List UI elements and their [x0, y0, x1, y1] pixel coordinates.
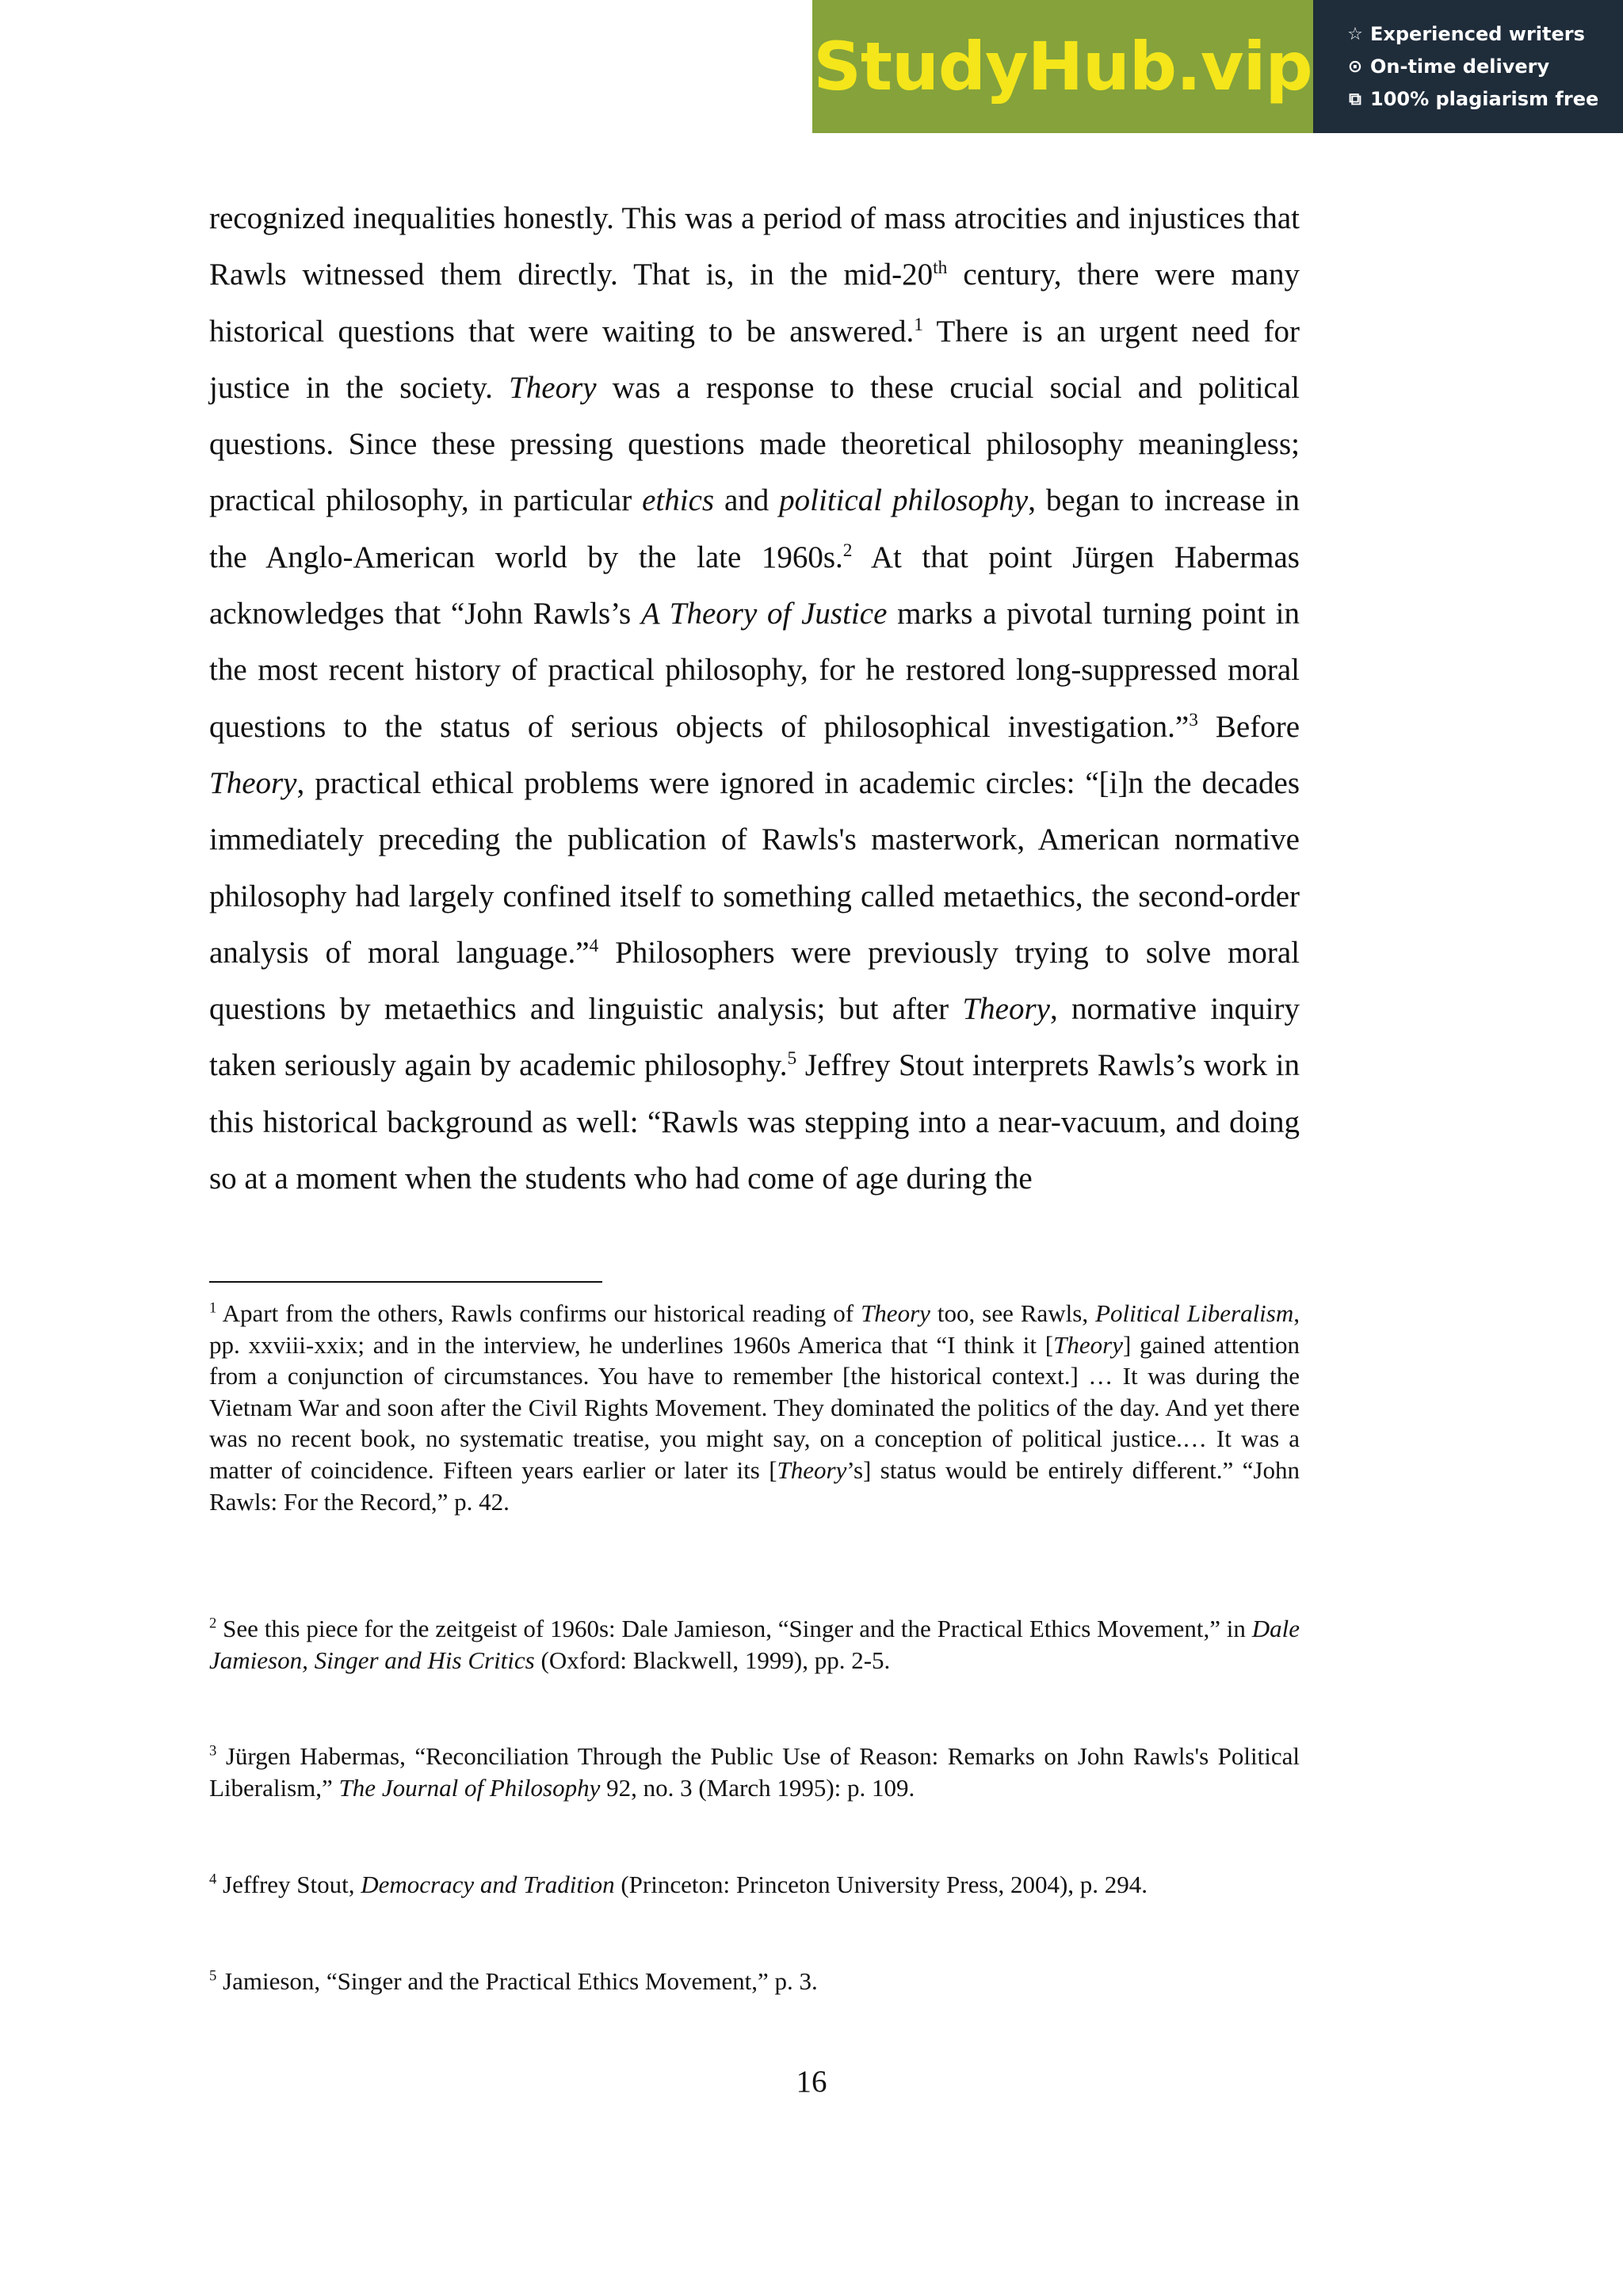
- footnote-ref-4[interactable]: 4: [589, 935, 599, 956]
- perk-label: 100% plagiarism free: [1370, 88, 1599, 110]
- perk-on-time-delivery: [1345, 51, 1623, 83]
- perks-list: [1313, 0, 1623, 133]
- footnote-ref-2[interactable]: 2: [842, 540, 853, 561]
- footnote-ref-1[interactable]: 1: [914, 314, 923, 335]
- footnote-2: $^2$ See this piece for the zeitgeist of 1960s: Dale Jamieson, “Singer and the Practical Ethics Movement,” in Dale Jamieson, Singer and His Critics (Oxford: Blackwell, 1999), pp. 2-5.: [209, 1615, 1300, 1674]
- perk-experienced-writers: [1345, 18, 1623, 51]
- copy-icon: ⧉: [1349, 89, 1361, 109]
- perk-label: On-time delivery: [1370, 55, 1550, 78]
- footnote-4: $^4$ Jeffrey Stout, Democracy and Tradition (Princeton: Princeton University Press, 2004), p. 294.: [209, 1871, 1148, 1898]
- footnote-1: $^1$ Apart from the others, Rawls confirms our historical reading of Theory too, see Rawls, Political Liberalism, pp. xxviii-xxix; and in the interview, he underlines 1960s America that “I think it [Theory] gained attention from a conjunction of circumstances. You have to remember [the historical context.] … It was during the Vietnam War and soon after the Civil Rights Movement. They dominated the politics of the day. And yet there was no recent book, no systematic treatise, you might say, on a conception of political justice.… It was a matter of coincidence. Fifteen years earlier or later its [Theory’s] status would be entirely different.” “John Rawls: For the Record,” p. 42.: [209, 1299, 1300, 1516]
- perk-plagiarism-free: [1345, 83, 1623, 116]
- star-icon: ☆: [1347, 24, 1363, 44]
- footnote-separator: [209, 1281, 602, 1283]
- brand-block[interactable]: [812, 0, 1313, 133]
- ordinal-superscript: th: [933, 257, 948, 279]
- footnote-ref-5[interactable]: 5: [787, 1048, 797, 1070]
- perk-label: Experienced writers: [1370, 23, 1585, 45]
- footnote-ref-3[interactable]: 3: [1189, 709, 1198, 730]
- footnote-3: $^3$ Jürgen Habermas, “Reconciliation Through the Public Use of Reason: Remarks on John Rawls's Political Liberalism,” The Journal of Philosophy 92, no. 3 (March 1995): p. 109.: [209, 1742, 1300, 1802]
- studyhub-banner[interactable]: [812, 0, 1623, 133]
- page-number: 16: [796, 2065, 827, 2099]
- body-paragraph: recognized inequalities honestly. This was a period of mass atrocities and injustices that Rawls witnessed them directly. That is, in the mid-20th century, there were many historical questions that were waiting to be answered.$^1$ There is an urgent need for justice in the society. Theory was a response to these crucial social and political questions. Since these pressing questions made theoretical philosophy meaningless; practical philosophy, in particular ethics and political philosophy, began to increase in the Anglo-American world by the late 1960s.$^2$ At that point Jürgen Habermas acknowledges that “John Rawls’s A Theory of Justice marks a pivotal turning point in the most recent history of practical philosophy, for he restored long-suppressed moral questions to the status of serious objects of philosophical investigation.”$^3$ Before Theory, practical ethical problems were ignored in academic circles: “[i]n the decades immediately preceding the publication of Rawls's masterwork, American normative philosophy had largely confined itself to something called metaethics, the second-order analysis of moral language.”$^4$ Philosophers were previously trying to solve moral questions by metaethics and linguistic analysis; but after Theory, normative inquiry taken seriously again by academic philosophy.$^5$ Jeffrey Stout interprets Rawls’s work in this historical background as well: “Rawls was stepping into a near-vacuum, and doing so at a moment when the students who had come of age during the: [209, 201, 1300, 1196]
- body-text: [209, 190, 1300, 1207]
- footnote-5: $^5$ Jamieson, “Singer and the Practical Ethics Movement,” p. 3.: [209, 1967, 818, 1995]
- clock-icon: ⊙: [1347, 56, 1363, 77]
- brand-logo: StudyHub.vip: [813, 28, 1312, 105]
